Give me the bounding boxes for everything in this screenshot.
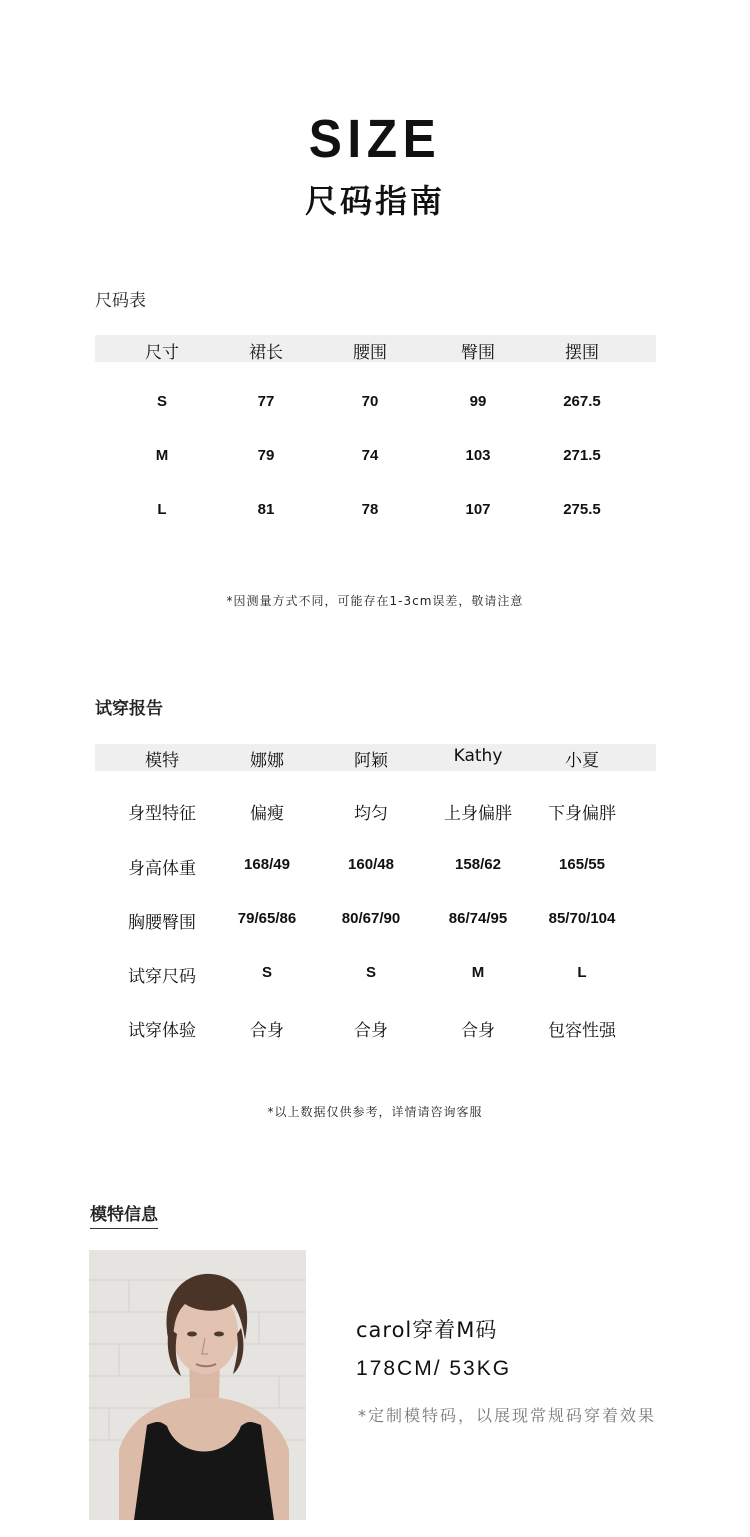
table-cell: 103 bbox=[465, 447, 491, 464]
table-cell: M bbox=[155, 447, 169, 464]
fit-col-header: 娜娜 bbox=[250, 751, 284, 771]
model-measurements-line: 178CM/ 53KG bbox=[356, 1357, 512, 1380]
table-cell: 158/62 bbox=[455, 856, 501, 873]
table-cell: 81 bbox=[257, 501, 275, 518]
table-cell: 79/65/86 bbox=[237, 910, 297, 927]
fit-col-header: Kathy bbox=[453, 746, 503, 766]
table-cell: 85/70/104 bbox=[548, 910, 616, 927]
table-cell: 80/67/90 bbox=[341, 910, 401, 927]
table-cell: 165/55 bbox=[559, 856, 605, 873]
fit-row-label: 身高体重 bbox=[128, 859, 196, 879]
table-cell: 168/49 bbox=[244, 856, 290, 873]
table-cell: 包容性强 bbox=[548, 1021, 616, 1041]
size-col-header: 腰围 bbox=[353, 343, 387, 363]
table-cell: 79 bbox=[257, 447, 275, 464]
model-photo bbox=[89, 1250, 306, 1520]
model-info-label: 模特信息 bbox=[90, 1200, 158, 1229]
table-cell: 107 bbox=[465, 501, 491, 518]
table-cell: S bbox=[365, 964, 376, 981]
table-cell: S bbox=[261, 964, 272, 981]
table-cell: 160/48 bbox=[348, 856, 394, 873]
fit-report-note: *以上数据仅供参考，详情请咨询客服 bbox=[267, 1105, 483, 1119]
model-size-line: carol穿着M码 bbox=[356, 1318, 498, 1342]
fit-col-header: 模特 bbox=[145, 751, 179, 771]
size-col-header: 裙长 bbox=[249, 343, 283, 363]
model-note-line: *定制模特码，以展现常规码穿着效果 bbox=[358, 1406, 657, 1425]
table-cell: 74 bbox=[361, 447, 379, 464]
table-cell: 99 bbox=[469, 393, 487, 410]
size-table-label: 尺码表 bbox=[95, 291, 146, 311]
table-cell: L bbox=[157, 501, 167, 518]
size-col-header: 尺寸 bbox=[145, 343, 179, 363]
fit-row-label: 身型特征 bbox=[128, 804, 196, 824]
table-cell: L bbox=[577, 964, 587, 981]
table-cell: 上身偏胖 bbox=[444, 804, 512, 824]
table-cell: 70 bbox=[361, 393, 379, 410]
table-cell: 78 bbox=[361, 501, 379, 518]
page-title-en: SIZE bbox=[308, 109, 442, 169]
size-col-header: 臀围 bbox=[461, 343, 495, 363]
table-cell: 偏瘦 bbox=[250, 804, 284, 824]
table-cell: 合身 bbox=[250, 1021, 284, 1041]
size-table-note: *因测量方式不同，可能存在1-3cm误差，敬请注意 bbox=[226, 594, 524, 608]
table-cell: 267.5 bbox=[563, 393, 601, 410]
table-cell: 86/74/95 bbox=[448, 910, 508, 927]
fit-row-label: 试穿体验 bbox=[128, 1021, 196, 1041]
table-cell: M bbox=[471, 964, 485, 981]
table-cell: 下身偏胖 bbox=[548, 804, 616, 824]
size-col-header: 摆围 bbox=[565, 343, 599, 363]
fit-col-header: 小夏 bbox=[565, 751, 599, 771]
fit-row-label: 试穿尺码 bbox=[128, 967, 196, 987]
table-cell: 合身 bbox=[461, 1021, 495, 1041]
page-title-cn: 尺码指南 bbox=[304, 182, 445, 220]
fit-col-header: 阿颖 bbox=[354, 751, 388, 771]
fit-report-label: 试穿报告 bbox=[95, 699, 163, 719]
table-cell: 均匀 bbox=[354, 804, 388, 824]
table-cell: S bbox=[156, 393, 167, 410]
table-cell: 275.5 bbox=[563, 501, 601, 518]
fit-row-label: 胸腰臀围 bbox=[128, 913, 196, 933]
table-cell: 合身 bbox=[354, 1021, 388, 1041]
table-cell: 77 bbox=[257, 393, 275, 410]
table-cell: 271.5 bbox=[563, 447, 601, 464]
